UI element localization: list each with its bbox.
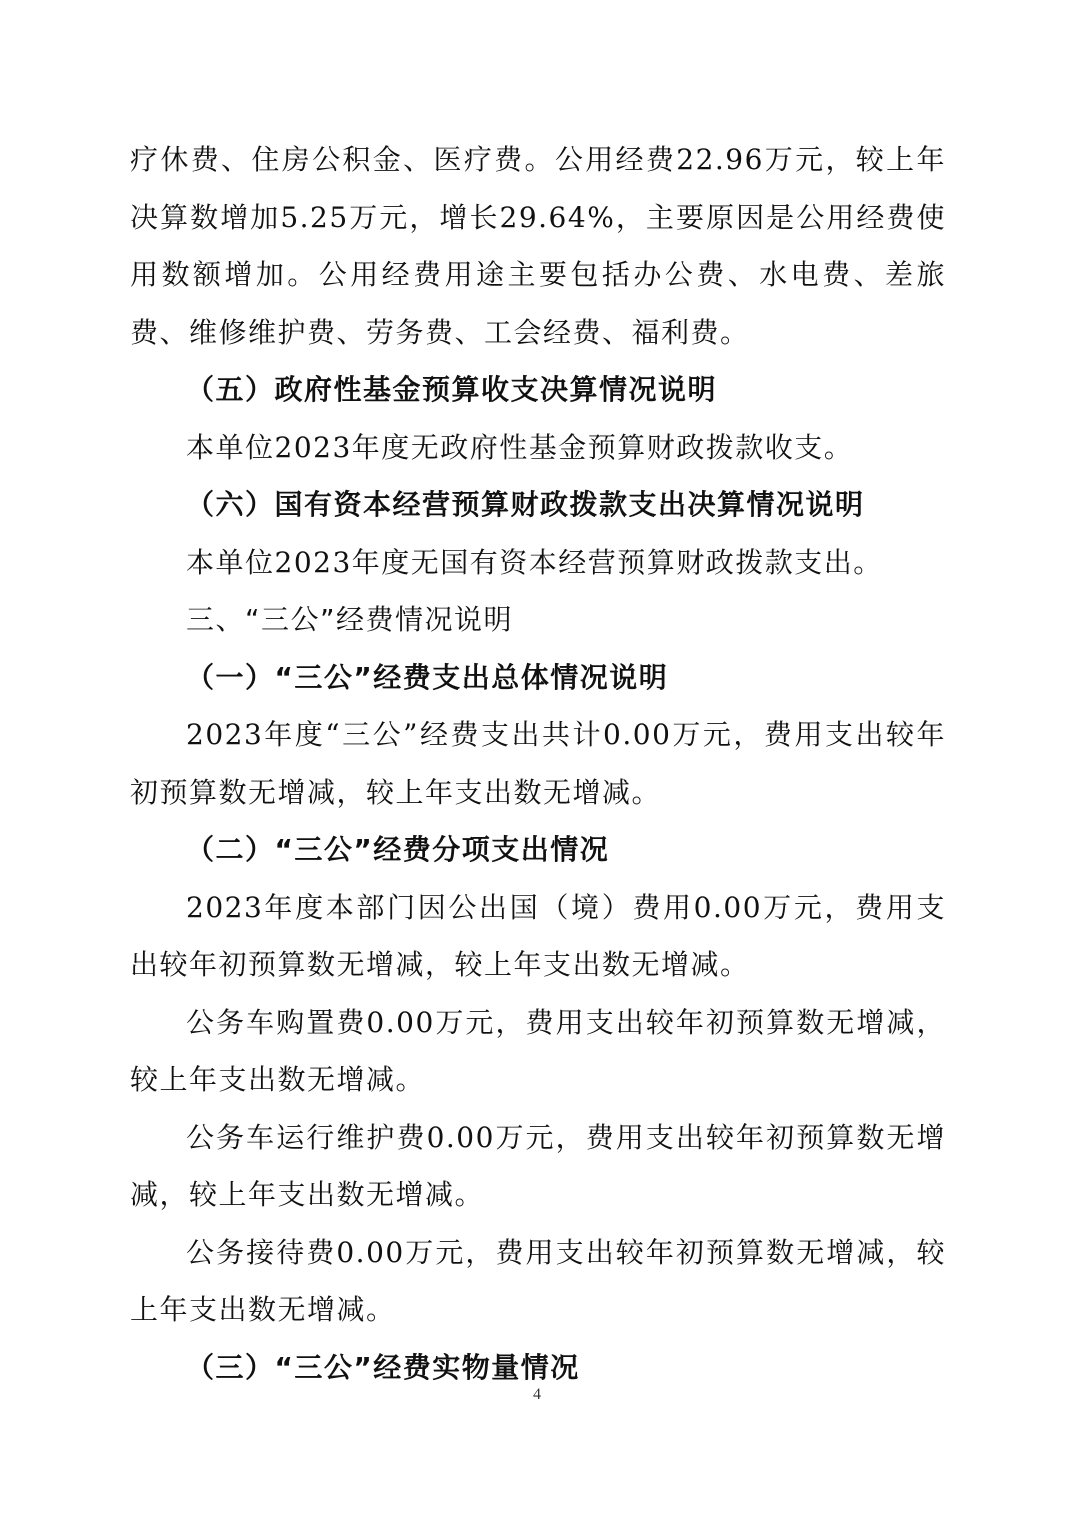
heading-government-fund-budget: （五）政府性基金预算收支决算情况说明 [186, 373, 718, 406]
paragraph-state-capital-budget: 本单位2023年度无国有资本经营预算财政拨款支出。 [186, 545, 883, 579]
heading-three-public-expenses: 三、“三公”经费情况说明 [186, 603, 514, 636]
page-number: 4 [533, 1386, 541, 1403]
paragraph-vehicle-purchase: 公务车购置费0.00万元，费用支出较年初预算数无增减，较上年支出数无增减。 [130, 1005, 946, 1096]
heading-three-public-itemized: （二）“三公”经费分项支出情况 [186, 833, 610, 866]
paragraph-government-fund-budget: 本单位2023年度无政府性基金预算财政拨款收支。 [186, 430, 854, 464]
heading-three-public-physical: （三）“三公”经费实物量情况 [186, 1350, 580, 1384]
paragraph-public-expenses: 疗休费、住房公积金、医疗费。公用经费22.96万元，较上年决算数增加5.25万元，增长29.64%，主要原因是公用经费使用数额增加。公用经费用途主要包括办公费、水电费、差旅费、维修维护费、劳务费、工会经费、福利费。 [130, 143, 946, 349]
heading-state-capital-budget: （六）国有资本经营预算财政拨款支出决算情况说明 [186, 488, 865, 521]
paragraph-three-public-overall: 2023年度“三公”经费支出共计0.00万元，费用支出较年初预算数无增减，较上年支出数无增减。 [130, 718, 946, 809]
paragraph-overseas-travel: 2023年度本部门因公出国（境）费用0.00万元，费用支出较年初预算数无增减，较上年支出数无增减。 [130, 890, 946, 981]
page-content [130, 131, 946, 1396]
paragraph-official-reception: 公务接待费0.00万元，费用支出较年初预算数无增减，较上年支出数无增减。 [130, 1235, 946, 1326]
heading-three-public-overall: （一）“三公”经费支出总体情况说明 [186, 660, 669, 694]
paragraph-vehicle-maintenance: 公务车运行维护费0.00万元，费用支出较年初预算数无增减，较上年支出数无增减。 [130, 1120, 946, 1211]
